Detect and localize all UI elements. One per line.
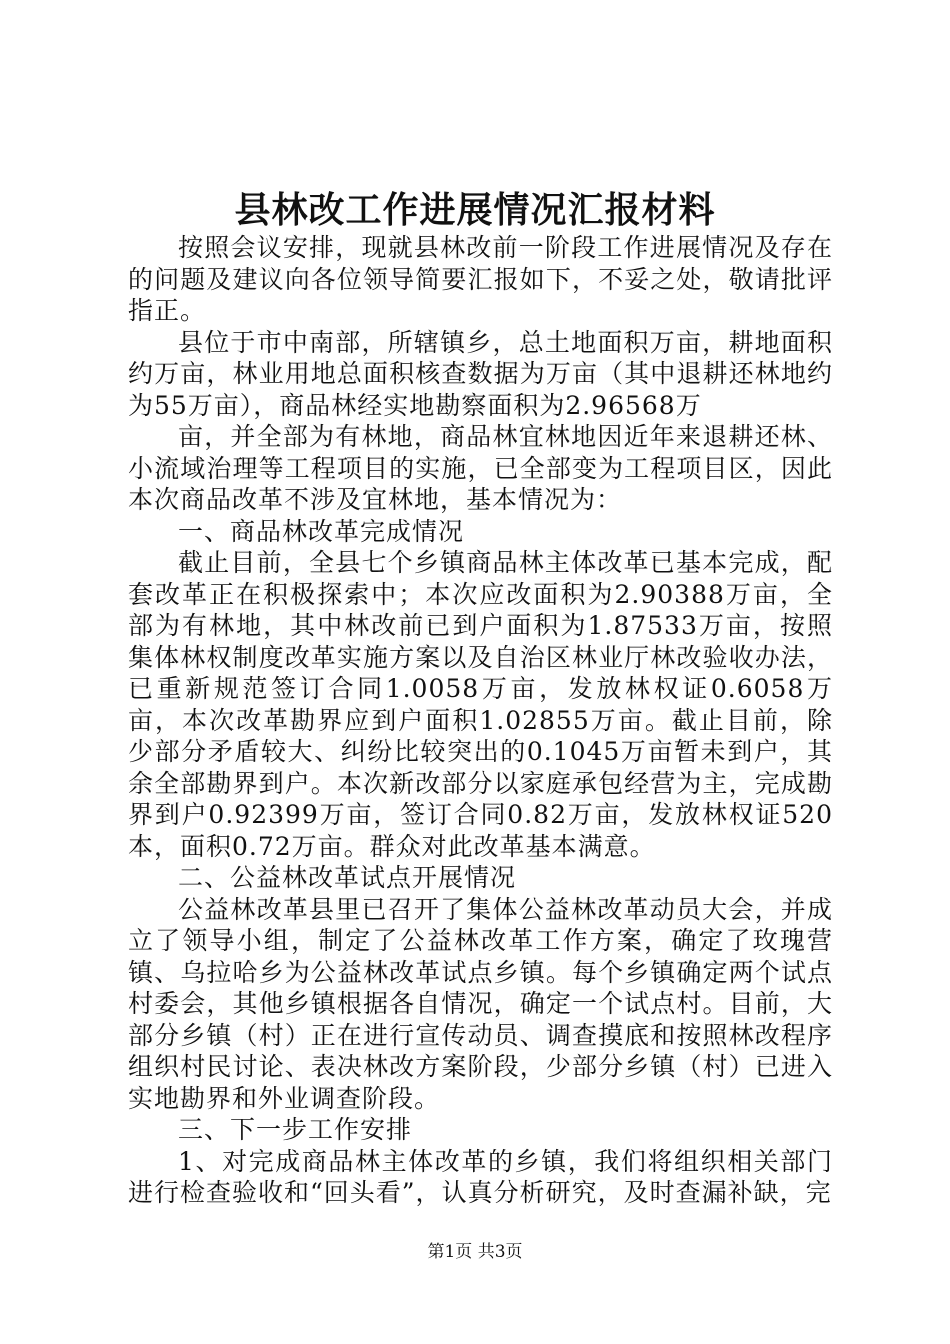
- paragraph-overview-continued: 亩，并全部为有林地，商品林宜林地因近年来退耕还林、小流域治理等工程项目的实施，已全部变为工程项目区，因此本次商品改革不涉及宜林地，基本情况为：: [128, 422, 833, 514]
- section-heading-public-forest: 二、公益林改革试点开展情况: [178, 863, 517, 892]
- document-title: 县林改工作进展情况汇报材料: [234, 189, 716, 231]
- page-footer: 第1页 共3页: [427, 1242, 523, 1262]
- paragraph-next-step-1: 1、对完成商品林主体改革的乡镇，我们将组织相关部门进行检查验收和“回头看”，认真分析研究，及时查漏补缺，完: [128, 1146, 833, 1207]
- paragraph-overview: 县位于市中南部，所辖镇乡，总土地面积万亩，耕地面积约万亩，林业用地总面积核查数据为万亩（其中退耕还林地约为55万亩），商品林经实地勘察面积为2.96568万: [128, 327, 833, 420]
- paragraph-public-forest: 公益林改革县里已召开了集体公益林改革动员大会，并成立了领导小组，制定了公益林改革工作方案，确定了玫瑰营镇、乌拉哈乡为公益林改革试点乡镇。每个乡镇确定两个试点村委会，其他乡镇根据各自情况，确定一个试点村。目前，大部分乡镇（村）正在进行宣传动员、调查摸底和按照林改程序组织村民讨论、表决林改方案阶段，少部分乡镇（村）已进入实地勘界和外业调查阶段。: [128, 894, 833, 1113]
- section-heading-next-steps: 三、下一步工作安排: [178, 1115, 413, 1144]
- document-body: [128, 232, 833, 1209]
- paragraph-commercial-forest: 截止目前，全县七个乡镇商品林主体改革已基本完成，配套改革正在积极探索中；本次应改面积为2.90388万亩，全部为有林地，其中林改前已到户面积为1.87533万亩，按照集体林权制度改革实施方案以及自治区林业厅林改验收办法，已重新规范签订合同1.0058万亩，发放林权证0.6058万亩，本次改革勘界应到户面积1.02855万亩。截止目前，除少部分矛盾较大、纠纷比较突出的0.1045万亩暂未到户，其余全部勘界到户。本次新改部分以家庭承包经营为主，完成勘界到户0.92399万亩，签订合同0.82万亩，发放林权证520本，面积0.72万亩。群众对此改革基本满意。: [128, 548, 833, 861]
- paragraph-intro: 按照会议安排，现就县林改前一阶段工作进展情况及存在的问题及建议向各位领导简要汇报如下，不妥之处，敬请批评指正。: [128, 233, 833, 325]
- section-heading-commercial-forest: 一、商品林改革完成情况: [178, 516, 465, 546]
